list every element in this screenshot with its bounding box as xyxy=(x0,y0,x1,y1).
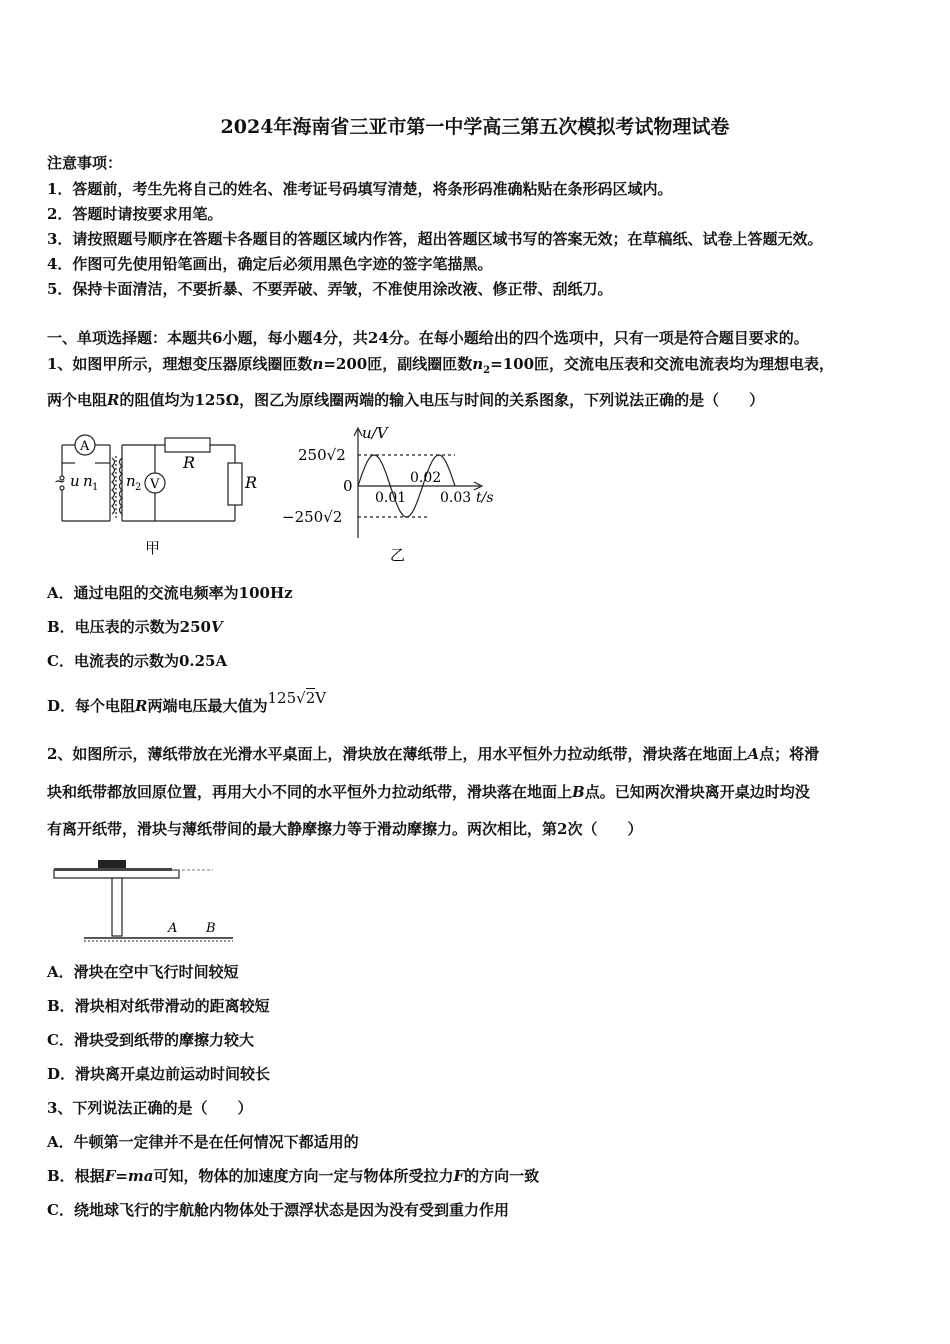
circuit-figure xyxy=(50,428,265,563)
voltage-time-graph xyxy=(280,420,510,570)
resistor-right-label: R xyxy=(245,473,258,492)
table-slider-figure xyxy=(48,852,238,947)
q2-option-c: C．滑块受到纸带的摩擦力较大 xyxy=(47,1031,254,1049)
voltmeter-label: V xyxy=(150,477,160,492)
ac-source-symbol: ~ xyxy=(54,474,66,490)
figure-caption-yi: 乙 xyxy=(390,546,406,564)
q3-option-a: A．牛顿第一定律并不是在任何情况下都适用的 xyxy=(47,1133,359,1151)
question-2-stem-line1: 2、如图所示，薄纸带放在光滑水平桌面上，滑块放在薄纸带上，用水平恒外力拉动纸带，滑块落在地面上A点；将滑 xyxy=(47,745,820,763)
page-title: 2024年海南省三亚市第一中学高三第五次模拟考试物理试卷 xyxy=(220,116,730,138)
point-a-label: A xyxy=(168,921,178,936)
q3-option-c: C．绕地球飞行的宇航舱内物体处于漂浮状态是因为没有受到重力作用 xyxy=(47,1201,509,1219)
q1-option-c: C．电流表的示数为0.25A xyxy=(47,652,228,670)
notice-heading: 注意事项： xyxy=(47,154,123,172)
notice-item: 1．答题前，考生先将自己的姓名、准考证号码填写清楚，将条形码准确粘贴在条形码区域内。 xyxy=(47,180,673,198)
x-axis-label: t/s xyxy=(476,490,494,506)
question-2-stem-line2: 块和纸带都放回原位置，再用大小不同的水平恒外力拉动纸带，滑块落在地面上B点。已知两次滑块离开桌边时均没 xyxy=(47,783,810,801)
question-3-stem: 3、下列说法正确的是（ ） xyxy=(47,1099,253,1117)
q1-option-a: A．通过电阻的交流电频率为100Hz xyxy=(47,584,293,602)
y-min-label: −250√2 xyxy=(282,508,343,526)
ammeter-label: A xyxy=(80,439,90,454)
u-label: u xyxy=(70,472,80,490)
x-tick-label: 0.03 xyxy=(440,490,472,506)
q1-option-b: B．电压表的示数为250V xyxy=(47,618,223,636)
svg-text:1: 1 xyxy=(92,482,99,493)
question-2-stem-line3: 有离开纸带，滑块与薄纸带间的最大静摩擦力等于滑动摩擦力。两次相比，第2次（ ） xyxy=(47,820,643,838)
y-max-label: 250√2 xyxy=(298,446,346,464)
svg-text:2: 2 xyxy=(135,482,142,493)
q2-option-a: A．滑块在空中飞行时间较短 xyxy=(47,963,239,981)
notice-item: 3．请按照题号顺序在答题卡各题目的答题区域内作答，超出答题区域书写的答案无效；在草稿纸、试卷上答题无效。 xyxy=(47,230,823,248)
n2-label: n xyxy=(126,472,136,490)
n1-label: n xyxy=(83,472,93,490)
question-1-stem-line2: 两个电阻R的阻值均为125Ω，图乙为原线圈两端的输入电压与时间的关系图象，下列说法正确的是（ ） xyxy=(47,391,765,409)
x-tick-label: 0.01 xyxy=(375,490,407,506)
point-b-label: B xyxy=(206,921,216,936)
section-heading: 一、单项选择题：本题共6小题，每小题4分，共24分。在每小题给出的四个选项中，只有一项是符合题目要求的。 xyxy=(47,329,809,347)
y-axis-label: u/V xyxy=(362,424,388,442)
q3-option-b: B．根据F=ma可知，物体的加速度方向一定与物体所受拉力F的方向一致 xyxy=(47,1167,540,1185)
x-tick-label: 0.02 xyxy=(410,470,442,486)
question-1-stem-line1: 1、如图甲所示，理想变压器原线圈匝数n=200匝，副线圈匝数$n_2=100$匝，交流电压表和交流电流表均为理想电表， xyxy=(47,355,835,376)
q2-option-d: D．滑块离开桌边前运动时间较长 xyxy=(47,1065,271,1083)
q2-option-b: B．滑块相对纸带滑动的距离较短 xyxy=(47,997,270,1015)
resistor-top-label: R xyxy=(183,453,196,472)
notice-item: 2．答题时请按要求用笔。 xyxy=(47,205,223,223)
q1-option-d: D．每个电阻R两端电压最大值为125√2V xyxy=(47,689,327,715)
notice-item: 5．保持卡面清洁，不要折暴、不要弄破、弄皱，不准使用涂改液、修正带、刮纸刀。 xyxy=(47,280,613,298)
origin-label: 0 xyxy=(343,477,353,495)
notice-item: 4．作图可先使用铅笔画出，确定后必须用黑色字迹的签字笔描黑。 xyxy=(47,255,493,273)
figure-caption-jia: 甲 xyxy=(145,539,161,557)
